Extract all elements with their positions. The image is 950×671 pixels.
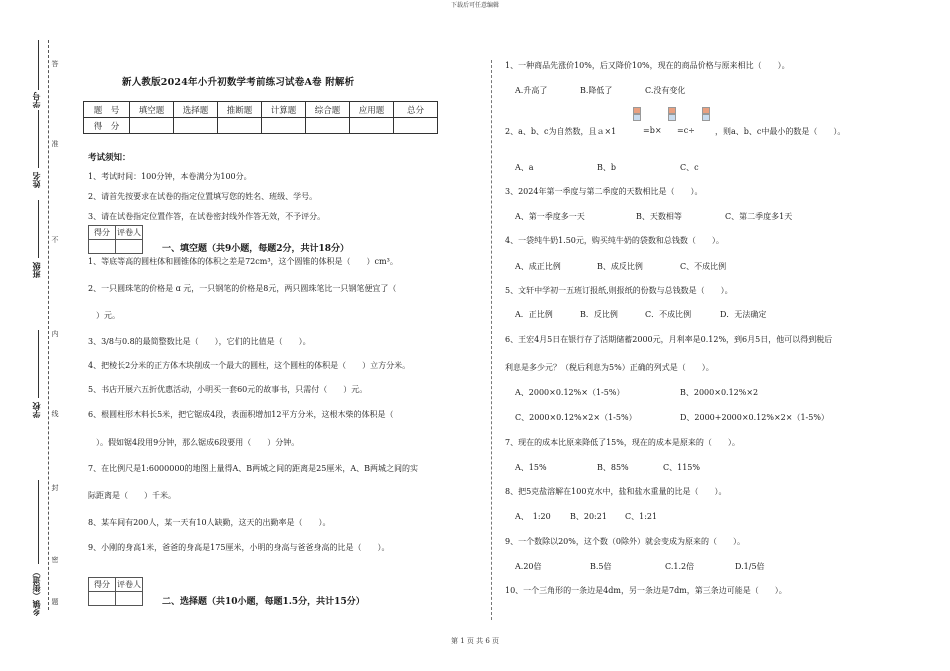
grader-reviewer-label: 评卷人: [116, 226, 143, 240]
student-id-blank: [38, 40, 39, 90]
seal-char: 准: [51, 140, 59, 147]
notice-item: 2、请首先按要求在试卷的指定位置填写您的姓名、班级、学号。: [88, 192, 318, 201]
question-line: ）。假如锯4段用9分钟，那么锯成6段要用（ ）分钟。: [88, 438, 300, 447]
option[interactable]: A.升高了: [515, 86, 548, 95]
option[interactable]: B．反比例: [580, 310, 618, 319]
notice-item: 3、请在试卷指定位置作答，在试卷密封线外作答无效，不予评分。: [88, 212, 326, 221]
score-input-cell[interactable]: [350, 118, 394, 134]
seal-line: [48, 40, 49, 610]
option[interactable]: B.5倍: [590, 562, 612, 571]
question-line: 2、a、b、c为自然数，且ａ×1: [505, 127, 617, 136]
option[interactable]: D、2000+2000×0.12%×2×（1-5%）: [680, 413, 829, 422]
option[interactable]: B、2000×0.12%×2: [680, 388, 759, 397]
seal-char: 内: [51, 330, 59, 337]
score-table-cell: 选择题: [174, 102, 218, 118]
page-title: 新人教版2024年小升初数学考前练习试卷A卷 附解析: [122, 77, 355, 88]
score-input-cell[interactable]: [394, 118, 438, 134]
option[interactable]: B、成反比例: [597, 262, 643, 271]
option[interactable]: C、115%: [663, 463, 700, 472]
seal-char: 封: [51, 484, 59, 491]
notice-item: 1、考试时间：100分钟，本卷满分为100分。: [88, 172, 252, 181]
question-line: 5、书店开展六五折优惠活动，小明买一套60元的故事书，只需付（ ）元。: [88, 385, 368, 394]
question-line: 9、一个数除以20%，这个数（0除外）就会变成为原来的（ ）。: [505, 537, 745, 546]
class-blank: [38, 200, 39, 258]
grader-score-label: 得分: [89, 226, 116, 240]
option[interactable]: A、a: [515, 163, 534, 172]
margin-label-name: 姓名: [31, 172, 41, 188]
option[interactable]: B、b: [597, 163, 616, 172]
score-input-cell[interactable]: [262, 118, 306, 134]
question-line: 7、现在的成本比原来降低了15%，现在的成本是原来的（ ）。: [505, 438, 740, 447]
question-line: 4、一袋纯牛奶1.50元，购买纯牛奶的袋数和总钱数（ ）。: [505, 236, 724, 245]
score-table-cell: 综合题: [306, 102, 350, 118]
score-input-cell[interactable]: [306, 118, 350, 134]
question-line: 9、小刚的身高1米，爸爸的身高是175厘米，小明的身高与爸爸身高的比是（ ）。: [88, 543, 390, 552]
margin-label-township: 乡镇（街道）: [31, 568, 41, 616]
header-note: 下载后可任意编辑: [450, 2, 499, 9]
question-line: 8、把5克盐溶解在100克水中，盐和盐水重量的比是（ ）。: [505, 487, 727, 496]
question-line: 3、2024年第一季度与第二季度的天数相比是（ ）。: [505, 187, 703, 196]
option[interactable]: A、第一季度多一天: [515, 212, 585, 221]
question-line: ，则a、b、c中最小的数是（ ）。: [715, 127, 846, 136]
option[interactable]: B、85%: [597, 463, 629, 472]
option[interactable]: C、1:21: [625, 512, 658, 521]
option[interactable]: C、不成比例: [680, 262, 727, 271]
score-table-cell: 推断题: [218, 102, 262, 118]
margin-label-school: 学校: [31, 402, 41, 418]
question-line: 际距离是（ ）千米。: [88, 491, 176, 500]
question-line: 8、某车间有200人，某一天有10人缺勤，这天的出勤率是（ ）。: [88, 518, 331, 527]
option[interactable]: A、2000×0.12%×（1-5%）: [515, 388, 625, 397]
option[interactable]: C．不成比例: [645, 310, 692, 319]
question-line: 1、等底等高的圆柱体和圆锥体的体积之差是72cm³，这个圆锥的体积是（ ）cm³。: [88, 257, 398, 266]
score-table: [83, 101, 438, 134]
option[interactable]: B.降低了: [580, 86, 613, 95]
margin-label-student-id: 学号: [31, 92, 41, 108]
fraction-icon: [668, 107, 676, 121]
column-divider: [491, 60, 492, 620]
grader-box: [88, 225, 143, 254]
township-blank: [38, 480, 39, 564]
option[interactable]: C、第二季度多1天: [725, 212, 793, 221]
option[interactable]: A、15%: [515, 463, 547, 472]
option[interactable]: A．正比例: [515, 310, 553, 319]
score-input-cell[interactable]: [218, 118, 262, 134]
question-line: 5、文轩中学初一五班订报纸,则报纸的份数与总钱数是（ ）。: [505, 286, 733, 295]
grader-box: [88, 577, 143, 606]
score-input-cell[interactable]: [130, 118, 174, 134]
fraction-icon: [633, 107, 641, 121]
grader-score-cell[interactable]: [89, 592, 116, 606]
option[interactable]: C、2000×0.12%×2×（1-5%）: [515, 413, 637, 422]
score-table-score-row: [84, 118, 438, 134]
question-line: =b×: [643, 126, 662, 135]
question-line: 6、王宏4月5日在银行存了活期储蓄2000元，月利率是0.12%，到6月5日，他可以得到税后: [505, 335, 833, 344]
question-line: 4、把棱长2分米的正方体木块削成一个最大的圆柱，这个圆柱的体积是（ ）立方分米。: [88, 361, 411, 370]
margin-label-class: 班级: [31, 262, 41, 278]
option[interactable]: C.1.2倍: [665, 562, 695, 571]
score-table-cell: 题 号: [84, 102, 130, 118]
school-blank: [38, 330, 39, 398]
option[interactable]: C.没有变化: [645, 86, 686, 95]
section-heading-fill-blank: 一、填空题（共9小题，每题2分，共计18分）: [162, 244, 350, 254]
grader-score-cell[interactable]: [89, 240, 116, 254]
score-input-cell[interactable]: [174, 118, 218, 134]
option[interactable]: B、天数相等: [636, 212, 682, 221]
question-line: 利息是多少元？（税后利息为5%）正确的列式是（ ）。: [505, 363, 714, 372]
fraction-icon: [702, 107, 710, 121]
seal-char: 答: [51, 60, 59, 67]
option[interactable]: A、 1:20: [515, 512, 551, 521]
question-line: =c÷: [677, 126, 695, 135]
option[interactable]: A、成正比例: [515, 262, 561, 271]
page-footer: 第 1 页 共 6 页: [450, 637, 500, 645]
question-line: 3、3/8与0.8的最简整数比是（ ），它们的比值是（ ）。: [88, 337, 311, 346]
seal-char: 密: [51, 556, 59, 563]
name-blank: [38, 110, 39, 168]
option[interactable]: A.20倍: [515, 562, 542, 571]
grader-reviewer-label: 评卷人: [116, 578, 143, 592]
seal-char: 线: [51, 410, 59, 417]
score-table-cell: 填空题: [130, 102, 174, 118]
score-table-header-row: [84, 102, 438, 118]
question-line: ）元。: [88, 311, 120, 320]
score-table-cell: 计算题: [262, 102, 306, 118]
question-line: 10、一个三角形的一条边是4dm，另一条边是7dm，第三条边可能是（ ）。: [505, 586, 787, 595]
question-line: 2、一只圆珠笔的价格是 ɑ 元，一只钢笔的价格是8元，两只圆珠笔比一只钢笔便宜了（: [88, 284, 397, 293]
grader-reviewer-cell[interactable]: [116, 240, 143, 254]
option[interactable]: C、c: [680, 163, 699, 172]
grader-score-label: 得分: [89, 578, 116, 592]
grader-reviewer-cell[interactable]: [116, 592, 143, 606]
seal-char: 不: [51, 236, 59, 243]
question-line: 7、在比例尺是1:6000000的地图上量得A、B两城之间的距离是25厘米，A、B两城之间的实: [88, 464, 418, 473]
question-line: 1、一种商品先涨价10%，后又降价10%，现在的商品价格与原来相比（ ）。: [505, 61, 790, 70]
option[interactable]: D．无法确定: [720, 310, 767, 319]
score-table-cell: 应用题: [350, 102, 394, 118]
score-table-cell: 总分: [394, 102, 438, 118]
seal-char: 题: [51, 598, 59, 605]
question-line: 6、根圆柱形木料长5米，把它锯成4段，表面积增加12平方分米，这根木柴的体积是（: [88, 410, 394, 419]
option[interactable]: D.1/5倍: [735, 562, 765, 571]
section-heading-multiple-choice: 二、选择题（共10小题，每题1.5分，共计15分）: [162, 597, 365, 607]
score-table-cell: 得 分: [84, 118, 130, 134]
option[interactable]: B、20:21: [570, 512, 607, 521]
notice-heading: 考试须知：: [88, 153, 131, 163]
